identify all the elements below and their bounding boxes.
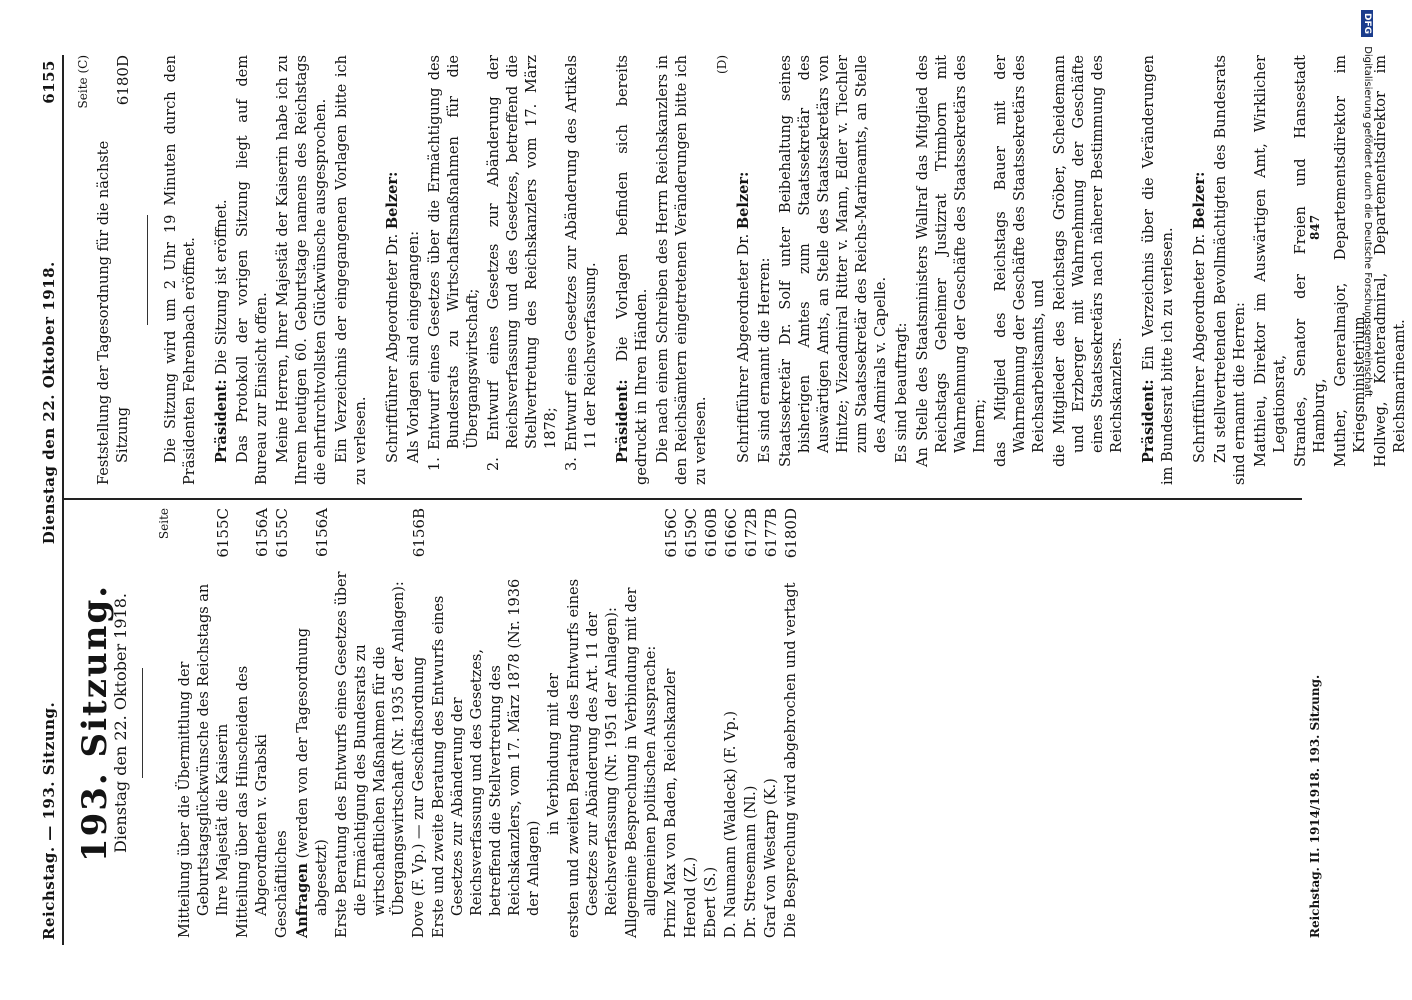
toc-entry-text: Graf von Westarp (K.) <box>763 778 779 938</box>
toc-entry <box>722 508 741 938</box>
speaker-label: Präsident: <box>213 379 230 463</box>
speech-paragraph: Ein Verzeichnis der eingegangenen Vorlagen bitte ich zu verlesen. <box>334 55 369 485</box>
speech-paragraph: Die nach einem Schreiben des Herrn Reichskanzlers in den Reichsämtern eingetretenen Veränderungen bitte ich zu verlesen. <box>655 55 709 485</box>
speaker-label: Präsident: <box>1140 379 1157 463</box>
dfg-logo: DFG <box>1361 10 1373 37</box>
bill-list <box>426 55 601 485</box>
speech-paragraph: Präsident: Die Sitzung ist eröffnet. <box>213 199 230 463</box>
toc-entry-lead: Anfragen <box>294 863 311 938</box>
speech-paragraph: Meine Herren, Ihrer Majestät der Kaiserin habe ich zu Ihrem heutigen 60. Geburtstage namens des Reichstags die ehrfurchtvollsten Glückwünsche ausgesprochen. <box>275 55 329 485</box>
appointment-item: An Stelle des Staatsministers Wallraf das Mitglied des Reichstags Geheimer Justizrat Trimborn mit Wahrnehmung der Geschäfte des Staatssekretärs des Innern; <box>915 55 988 467</box>
toc-entry-text: Erste und zweite Beratung des Entwurfs eines Gesetzes zur Abänderung der Reichsverfassung und des Gesetzes, betreffend die Stellvertretung des Reichskanzlers, vom 17. März 1878 (Nr. 1936 der Anlagen) <box>431 578 542 938</box>
page-footer: Reichstag. II. 1914/1918. 193. Sitzung. <box>1308 674 1322 938</box>
appointment-item: das Mitglied des Reichstags Bauer mit der Wahrnehmung der Geschäfte des Staatssekretärs des Reichsarbeitsamts, und <box>993 55 1047 467</box>
toc-entry-text: Erste Beratung des Entwurfs eines Gesetzes über die Ermächtigung des Bundesrats zu wirtschaftlichen Maßnahmen für die Übergangswirtschaft (Nr. 1935 der Anlagen): <box>334 571 407 938</box>
toc-entry-text: Prinz Max von Baden, Reichskanzler <box>663 668 679 938</box>
section-rule <box>147 215 148 325</box>
bill-item: 3. Entwurf eines Gesetzes zur Abänderung des Artikels 11 der Reichsverfassung. <box>564 55 599 471</box>
speech-paragraph: Präsident: Ein Verzeichnis über die Veränderungen im Bundesrat bitte ich zu verlesen. <box>1140 55 1176 485</box>
speaker-name: Belzer: <box>735 171 752 230</box>
title-rule <box>142 668 143 778</box>
margin-marker-c: (C) <box>76 55 90 74</box>
toc-entry <box>623 508 661 938</box>
appointment-item: Strandes, Senator der Freien und Hansestadt Hamburg, <box>1293 55 1328 467</box>
session-date: Dienstag den 22. Oktober 1918. <box>111 593 130 853</box>
toc-entry <box>742 508 761 938</box>
appointment-list <box>777 55 891 485</box>
toc-entry-text: Geschäftliches <box>274 830 290 938</box>
toc-entry-page: 6160B <box>702 508 720 558</box>
toc-entry <box>782 508 801 938</box>
speech-paragraph: Zu stellvertretenden Bevollmächtigten des Bundesrats sind ernannt die Herren: <box>1213 55 1248 485</box>
opening-text: Die Sitzung wird um 2 Uhr 19 Minuten durch den Präsidenten Fehrenbach eröffnet. <box>163 55 198 485</box>
toc-entry-page: 6156A <box>253 508 271 558</box>
toc-entry-text: D. Naumann (Waldeck) (F. Vp.) <box>723 711 739 938</box>
speech-paragraph: Als Vorlagen sind eingegangen: <box>406 230 422 463</box>
speech-paragraph: Es sind beauftragt: <box>894 322 910 463</box>
toc-entry-text: in Verbindung mit der <box>546 673 562 835</box>
toc-entry <box>410 508 429 938</box>
table-of-contents <box>176 508 801 938</box>
toc-entry <box>333 508 409 938</box>
toc-entry <box>273 508 292 938</box>
appointment-item: Matthieu, Direktor im Auswärtigen Amt, Wirklicher Legationsrat, <box>1253 55 1288 467</box>
speech-paragraph: Präsident: Die Vorlagen befinden sich bereits gedruckt in Ihren Händen. <box>614 55 650 485</box>
toc-entry-text: Mitteilung über die Übermittlung der Geburtstagsglückwünsche des Reichstags an Ihre Majestät die Kaiserin <box>177 583 231 938</box>
appointment-item: Muther, Generalmajor, Departementsdirektor im Kriegsministerium, <box>1333 55 1368 467</box>
toc-entry <box>682 508 701 938</box>
toc-entry-page: 6156C <box>662 508 680 558</box>
header-page-number: 6155 <box>40 60 58 104</box>
speech-paragraph: Es sind ernannt die Herren: <box>757 257 773 463</box>
appointment-list <box>914 55 1127 485</box>
speech-paragraph: Das Protokoll der vorigen Sitzung liegt auf dem Bureau zur Einsicht offen. <box>235 55 270 485</box>
toc-item-text: Feststellung der Tagesordnung für die nächste Sitzung <box>96 140 131 485</box>
page-header <box>40 60 58 940</box>
toc-entry <box>234 508 272 938</box>
toc-entry-text: Allgemeine Besprechung in Verbindung mit der allgemeinen politischen Aussprache: <box>624 587 659 938</box>
session-title: 193. Sitzung. <box>75 583 115 863</box>
header-rule <box>62 55 64 945</box>
speaker-name: Belzer: <box>384 171 401 230</box>
toc-entry-text: Mitteilung über das Hinscheiden des Abgeordneten v. Grabski <box>235 665 270 938</box>
toc-entry <box>762 508 781 938</box>
toc-entry-text: Anfragen (werden von der Tagesordnung abgesetzt) <box>294 628 330 938</box>
toc-entry-page: 6177B <box>762 508 780 558</box>
toc-entry-page: 6172B <box>742 508 760 558</box>
speech-paragraph: Schriftführer Abgeordneter Dr. Belzer: <box>735 171 752 463</box>
bill-item: 1. Entwurf eines Gesetzes über die Ermächtigung des Bundesrats zu Wirtschaftsmaßnahmen für die Übergangswirtschaft; <box>427 55 481 471</box>
seite-label: Seite <box>157 508 171 540</box>
toc-entry-text: Dove (F. Vp.) — zur Geschäftsordnung <box>411 656 427 938</box>
toc-entry <box>702 508 721 938</box>
header-left: Reichstag. — 193. Sitzung. <box>40 701 58 940</box>
toc-item <box>95 55 133 485</box>
toc-entry-page: 6180D <box>782 508 800 559</box>
column-divider <box>62 498 1302 500</box>
bottom-page-number: 847 <box>1308 214 1322 240</box>
speaker-name: Belzer: <box>1191 171 1208 230</box>
toc-entry <box>662 508 681 938</box>
left-column <box>72 508 802 938</box>
toc-entry-page: 6159C <box>682 508 700 558</box>
toc-entry-text: ersten und zweiten Beratung des Entwurfs eines Gesetzes zur Abänderung des Art. 11 der Reichsverfassung (Nr. 1951 der Anlagen): <box>566 578 620 938</box>
toc-entry-page: 6155C <box>273 508 291 558</box>
right-column <box>72 55 1412 485</box>
speech-paragraph: Schriftführer Abgeordneter Dr. Belzer: <box>384 171 401 463</box>
appointment-item: Hollweg, Konteradmiral, Departementsdirektor im Reichsmarineamt. <box>1373 55 1408 467</box>
toc-entry-page: 6166C <box>722 508 740 558</box>
toc-entry <box>565 508 622 938</box>
appointment-list <box>1252 55 1410 485</box>
toc-entry-page: 6156B <box>410 508 428 558</box>
toc-entry-text: Herold (Z.) <box>683 856 699 938</box>
toc-entry <box>293 508 332 938</box>
toc-entry-page: 6156A <box>313 508 331 558</box>
credit-text: Digitalisierung gefördert durch die Deutsche Forschungsgemeinschaft <box>1362 46 1373 398</box>
toc-item-page: 6180D <box>114 55 132 106</box>
appointment-item: Staatssekretär Dr. Solf unter Beibehaltung seines bisherigen Amtes zum Staatssekretär des Auswärtigen Amts, an Stelle des Staatssekretärs von Hintze; Vizeadmiral Ritter v. Mann, Edler v. Tiechler zum Staatssekretär des Reichs-Marineamts, an Stelle des Admirals v. Capelle. <box>778 55 889 467</box>
toc-entry <box>430 508 544 938</box>
bill-item: 2. Entwurf eines Gesetzes zur Abänderung der Reichsverfassung und des Gesetzes, betreffend die Stellvertretung des Reichskanzlers vom 17. März 1878; <box>486 55 559 471</box>
toc-entry-page: 6155C <box>214 508 232 558</box>
toc-entry <box>176 508 233 938</box>
appointment-item: die Mitglieder des Reichstags Gröber, Scheidemann und Erzberger mit Wahrnehmung der Geschäfte eines Staatssekretärs nach näherer Bestimmung des Reichskanzlers. <box>1052 55 1125 467</box>
toc-entry <box>545 508 564 938</box>
speaker-label: Präsident: <box>614 379 631 463</box>
toc-entry-text: Dr. Stresemann (Nl.) <box>743 785 759 938</box>
header-middle: Dienstag den 22. Oktober 1918. <box>40 261 58 545</box>
toc-entry-text: Die Besprechung wird abgebrochen und vertagt <box>783 582 799 938</box>
speech-paragraph: Schriftführer Abgeordneter Dr. Belzer: <box>1191 171 1208 463</box>
margin-marker-d: (D) <box>715 55 729 74</box>
toc-entry-text: Ebert (S.) <box>703 866 719 938</box>
seite-label-right: Seite <box>76 77 90 109</box>
digitization-credit <box>1353 0 1383 1000</box>
